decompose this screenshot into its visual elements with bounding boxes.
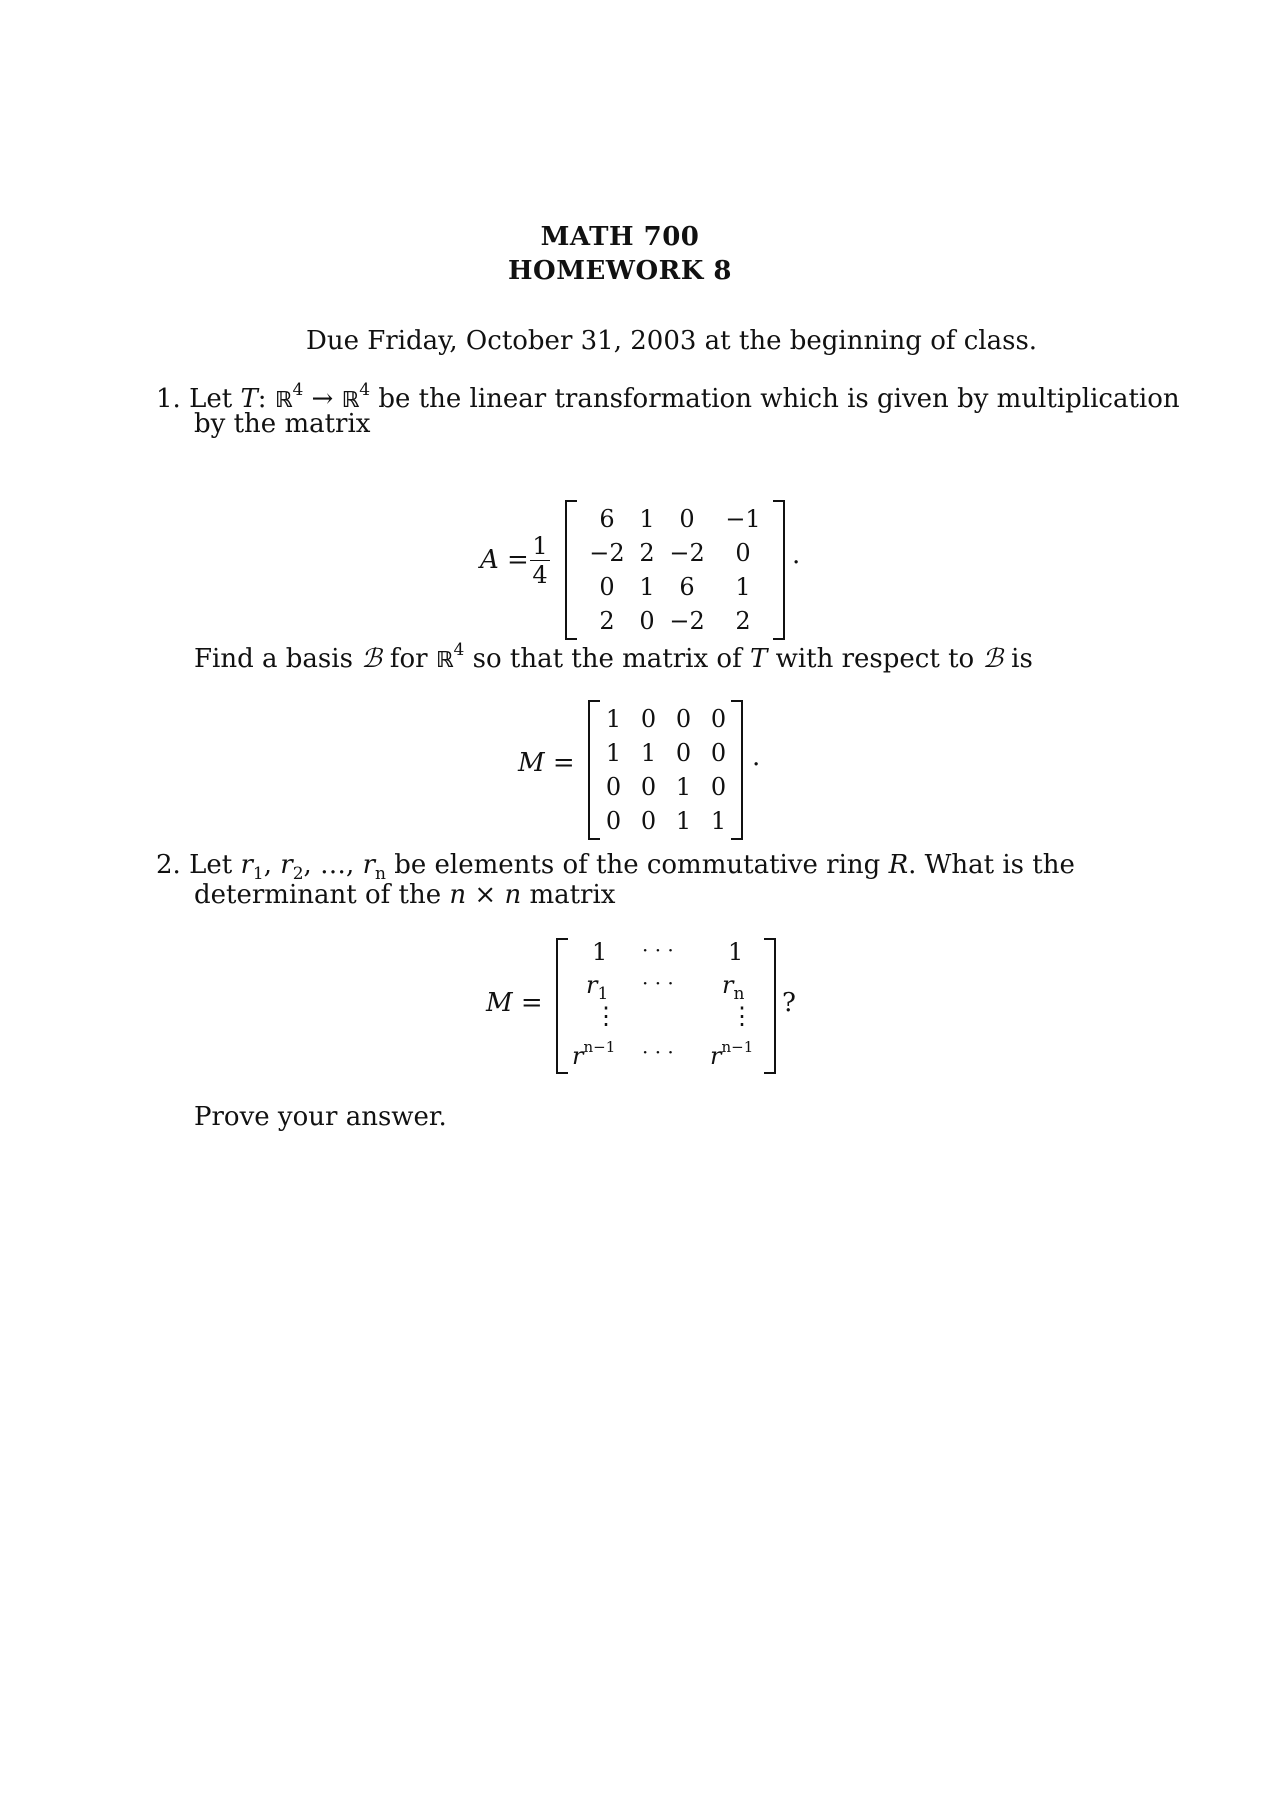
problem-2-intro-line: 2. Let $r_1$, $r_2$, …, $r_n$ be elements of the commutative ring R. What is the <box>156 850 1075 884</box>
matrix-m-period: . <box>752 742 761 772</box>
vdots-left: ⋮ <box>594 1002 618 1030</box>
cell-n-1: $r^{n-1}$ <box>572 1038 616 1070</box>
cell-n-n: $r^{n-1}$ <box>710 1038 754 1070</box>
right-bracket <box>773 500 785 640</box>
matrix-row: 0 0 1 1 <box>605 807 727 835</box>
matrix-row: −2 2 −2 0 <box>589 539 751 567</box>
matrix-a-grid <box>579 502 771 638</box>
find-basis-line: Find a basis ℬ for ℝ$^4$ so that the matrix of T with respect to ℬ is <box>194 640 1033 674</box>
problem-number: 1. <box>156 384 181 414</box>
cell-1-1: 1 <box>592 938 608 966</box>
cell-1-dots: · · · <box>642 938 674 962</box>
matrix-m-grid <box>596 702 736 838</box>
matrix-a <box>565 500 785 640</box>
problem-1-intro-line: 1. Let T: ℝ$^4$ → ℝ$^4$ be the linear transformation which is given by multiplication <box>156 380 1180 414</box>
matrix-row: 0 0 1 0 <box>605 773 727 801</box>
left-bracket <box>565 500 577 640</box>
matrix-row: 0 1 6 1 <box>599 573 751 601</box>
matrix-a-period: . <box>792 540 801 570</box>
matrix-row: 6 1 0 −1 <box>599 505 761 533</box>
cell-2-dots: · · · <box>642 971 674 995</box>
due-date-line: Due Friday, October 31, 2003 at the beginning of class. <box>306 326 1038 356</box>
right-bracket <box>764 938 776 1074</box>
vandermonde-matrix <box>556 938 776 1074</box>
vdots-right: ⋮ <box>730 1002 754 1030</box>
vandermonde-label: M = <box>486 988 543 1018</box>
problem-2-intro-line-2: determinant of the n × n matrix <box>194 880 616 910</box>
question-mark: ? <box>782 988 796 1018</box>
cell-2-1: $r_1$ <box>586 971 609 1004</box>
cell-1-n: 1 <box>728 938 744 966</box>
prove-answer-line: Prove your answer. <box>194 1102 447 1132</box>
matrix-row: 1 1 0 0 <box>605 739 727 767</box>
problem-1-intro-line-2: by the matrix <box>194 409 371 439</box>
matrix-row: 1 0 0 0 <box>605 705 727 733</box>
assignment-title: HOMEWORK 8 <box>507 256 732 286</box>
matrix-m <box>588 700 743 840</box>
matrix-a-label: A = <box>480 545 529 575</box>
left-bracket <box>556 938 568 1074</box>
course-title: MATH 700 <box>540 222 700 252</box>
problem-number: 2. <box>156 850 181 880</box>
matrix-m-label: M = <box>518 748 575 778</box>
fraction-one-quarter: $\frac{1}{4}$ <box>530 532 550 589</box>
cell-n-dots: · · · <box>642 1040 674 1064</box>
cell-2-n: $r_n$ <box>722 971 745 1004</box>
matrix-row: 2 0 −2 2 <box>599 607 751 635</box>
